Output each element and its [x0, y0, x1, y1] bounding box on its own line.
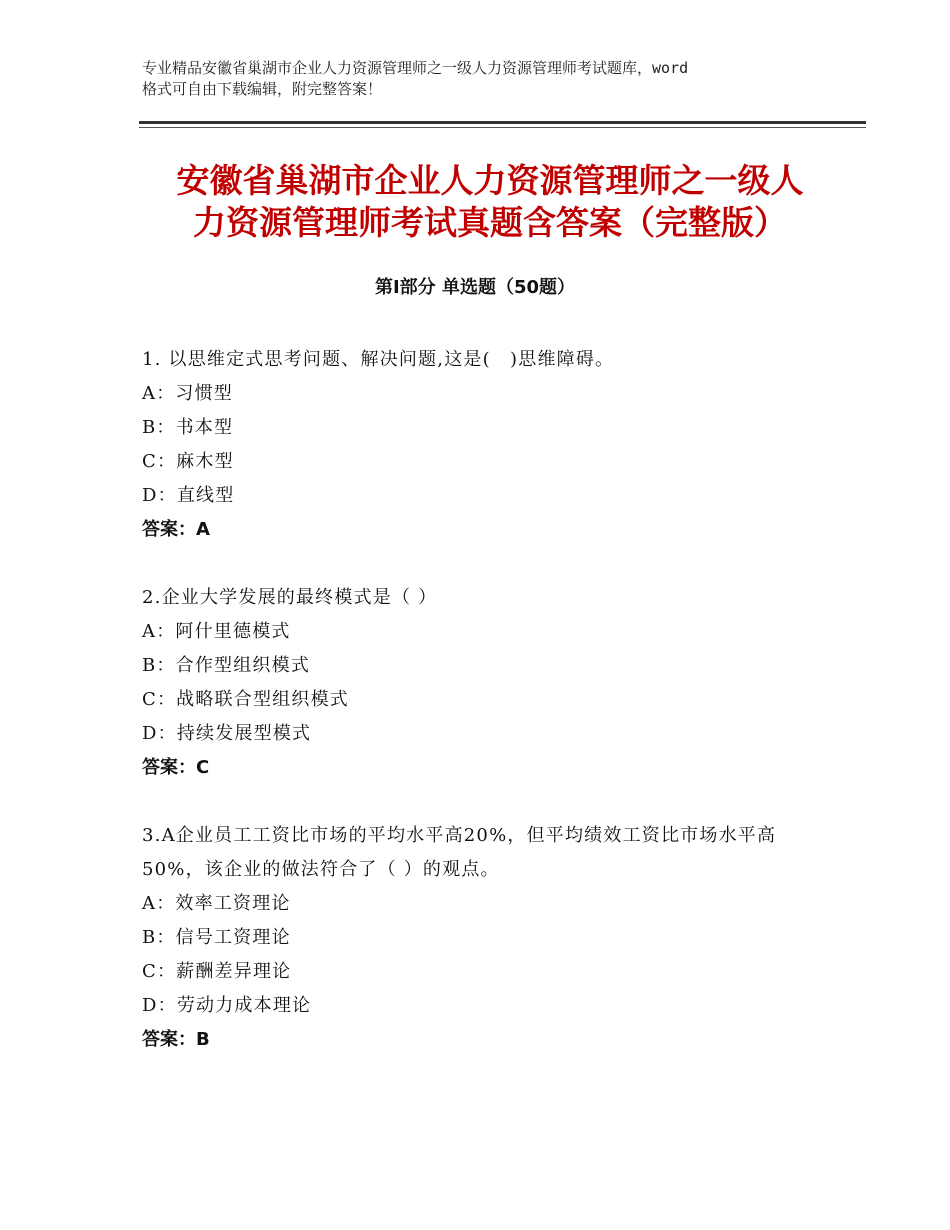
- option-a: A：效率工资理论: [142, 893, 291, 914]
- option-a: A：习惯型: [142, 383, 233, 404]
- option-c: C：薪酬差异理论: [142, 961, 292, 982]
- answer: 答案：A: [142, 519, 210, 540]
- option-a: A：阿什里德模式: [142, 621, 291, 642]
- header-note: [142, 58, 822, 100]
- question-list: [142, 343, 822, 1091]
- option-c: C：麻木型: [142, 451, 234, 472]
- section-title: 第Ⅰ部分 单选题（50题）: [374, 277, 575, 298]
- question-2: [142, 581, 822, 785]
- question-3: [142, 819, 822, 1057]
- question-text: 1. 以思维定式思考问题、解决问题,这是( )思维障碍。: [142, 349, 615, 370]
- header-divider-thick: [139, 121, 866, 124]
- question-1: [142, 343, 822, 547]
- option-d: D：持续发展型模式: [142, 723, 312, 744]
- header-divider-thin: [139, 127, 866, 128]
- option-d: D：直线型: [142, 485, 235, 506]
- option-b: B：信号工资理论: [142, 927, 291, 948]
- answer: 答案：B: [142, 1029, 210, 1050]
- answer: 答案：C: [142, 757, 210, 778]
- document-title-line-2: 力资源管理师考试真题含答案（完整版）: [193, 203, 787, 242]
- document-title-line-1: 安徽省巢湖市企业人力资源管理师之一级人: [176, 161, 804, 200]
- option-b: B：合作型组织模式: [142, 655, 311, 676]
- question-text: 3.A企业员工工资比市场的平均水平高20%，但平均绩效工资比市场水平高50%，该企业的做法符合了（ ）的观点。: [142, 825, 777, 880]
- header-note-line-2: 格式可自由下载编辑，附完整答案！: [142, 80, 383, 98]
- option-d: D：劳动力成本理论: [142, 995, 312, 1016]
- question-text: 2.企业大学发展的最终模式是（ ）: [142, 587, 438, 608]
- document-title: [150, 160, 830, 244]
- header-note-line-1: 专业精品安徽省巢湖市企业人力资源管理师之一级人力资源管理师考试题库，word: [142, 59, 689, 77]
- option-b: B：书本型: [142, 417, 234, 438]
- option-c: C：战略联合型组织模式: [142, 689, 349, 710]
